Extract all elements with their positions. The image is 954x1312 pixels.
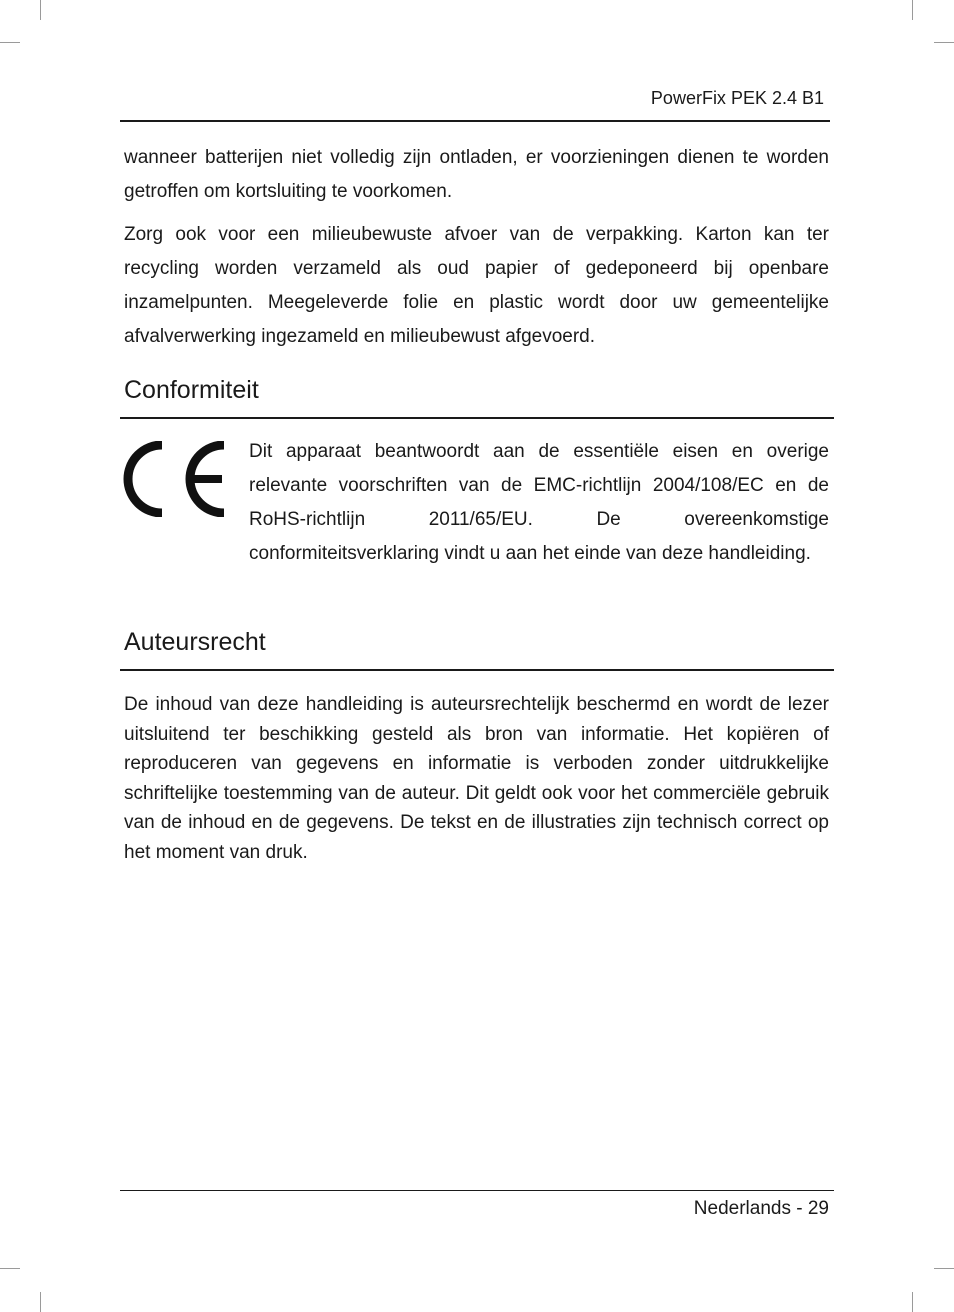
intro-paragraph-2: Zorg ook voor een milieubewuste afvoer van de verpakking. Karton kan ter recycling worden verzameld als oud papier of gedeponeerd bij openbare inzamelpunten. Meegeleverde folie en plastic wordt door uw gemeentelijke afvalverwerking ingezameld en milieubewust afgevoerd. bbox=[124, 224, 829, 347]
header-product-name: PowerFix PEK 2.4 B1 bbox=[650, 88, 824, 108]
crop-mark bbox=[0, 42, 20, 43]
copyright-heading: Auteursrecht bbox=[124, 628, 266, 656]
crop-mark bbox=[934, 42, 954, 43]
crop-mark bbox=[912, 0, 913, 20]
crop-mark bbox=[912, 1292, 913, 1312]
conformity-rule bbox=[120, 417, 834, 419]
conformity-heading: Conformiteit bbox=[124, 376, 259, 404]
footer-page-label: Nederlands - 29 bbox=[693, 1198, 829, 1219]
crop-mark bbox=[934, 1268, 954, 1269]
crop-mark bbox=[40, 0, 41, 20]
ce-mark-e-bar bbox=[192, 475, 222, 483]
copyright-text: De inhoud van deze handleiding is auteursrechtelijk beschermd en wordt de lezer uitsluitend ter beschikking gesteld als bron van informatie. Het kopiëren of reproduceren van gegevens en informatie is verboden zonder uitdrukkelijke schriftelijke toestemming van de auteur. Dit geldt ook voor het commerciële gebruik van de inhoud en de gegevens. De tekst en de illustraties zijn technisch correct op het moment van druk. bbox=[124, 694, 829, 863]
ce-mark-c bbox=[128, 445, 162, 513]
conformity-text: Dit apparaat beantwoordt aan de essentiële eisen en overige relevante voorschriften van de EMC-richtlijn 2004/108/EC en de RoHS-richtlijn 2011/65/EU. De overeenkomstige conformiteitsverklaring vindt u aan het einde van deze handleiding. bbox=[249, 441, 829, 564]
intro-paragraph-1: wanneer batterijen niet volledig zijn ontladen, er voorzieningen dienen te worden getroffen om kortsluiting te voorkomen. bbox=[124, 147, 829, 202]
footer-rule bbox=[120, 1190, 834, 1191]
crop-mark bbox=[40, 1292, 41, 1312]
crop-mark bbox=[0, 1268, 20, 1269]
header-rule bbox=[120, 120, 830, 122]
copyright-rule bbox=[120, 669, 834, 671]
ce-mark-icon bbox=[122, 441, 228, 517]
